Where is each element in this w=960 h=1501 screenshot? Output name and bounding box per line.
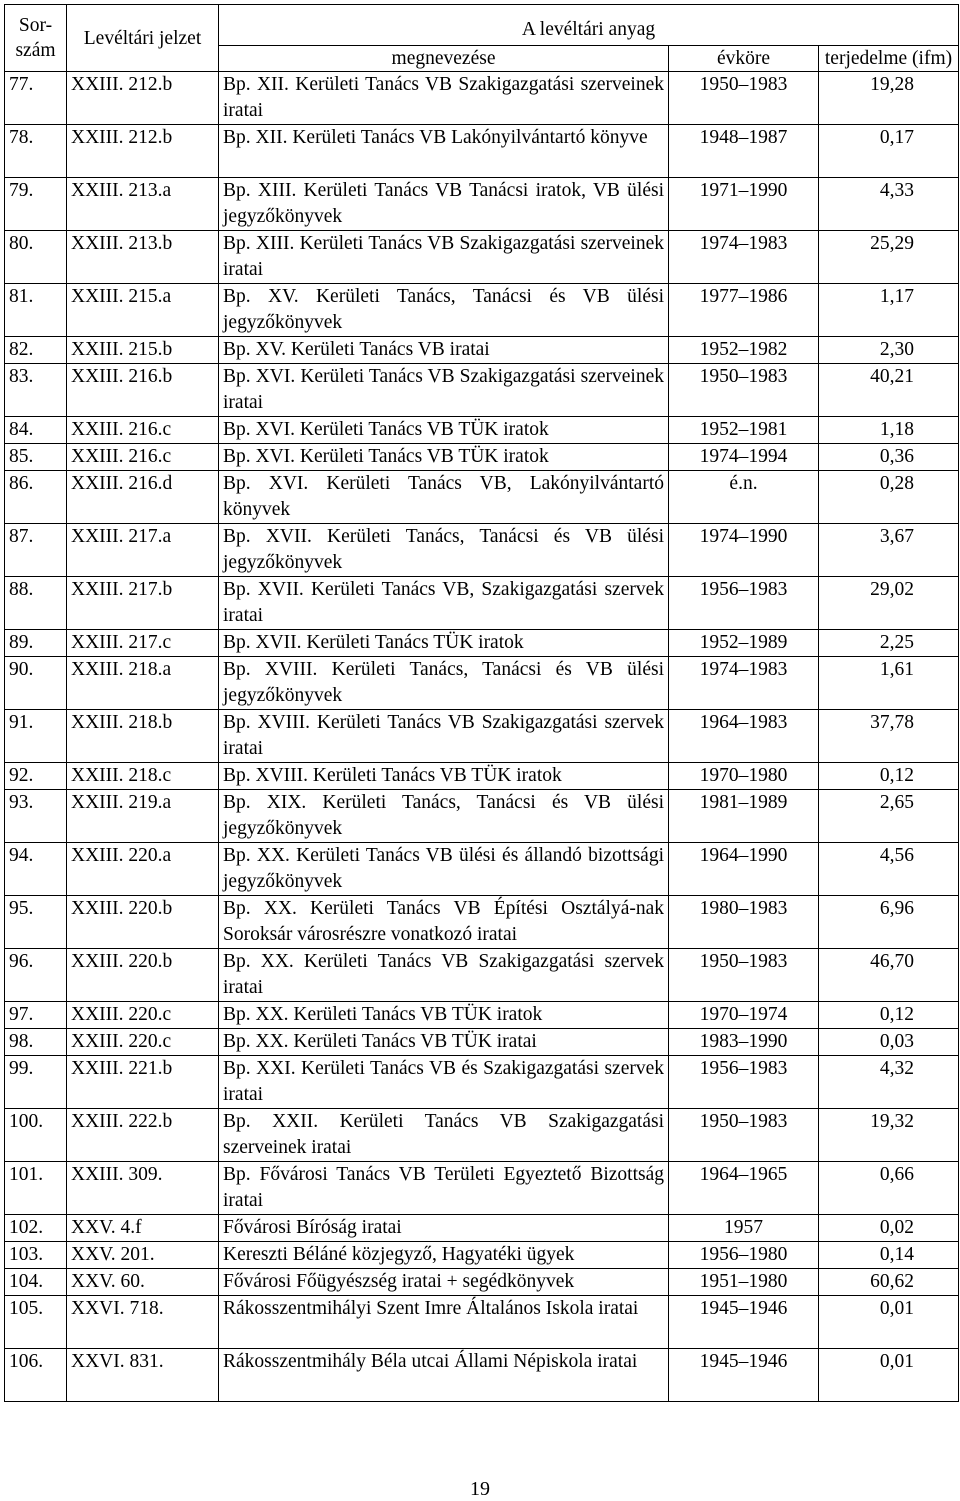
table-body xyxy=(5,72,959,1402)
cell-extent: 0,02 xyxy=(819,1215,959,1242)
cell-extent: 2,65 xyxy=(819,790,959,843)
cell-extent: 0,28 xyxy=(819,471,959,524)
cell-name: Bp. XVII. Kerületi Tanács TÜK iratok xyxy=(219,630,669,657)
cell-archive-signature: XXIII. 216.c xyxy=(67,417,219,444)
cell-seq-number: 87. xyxy=(5,524,67,577)
cell-years: 1974–1990 xyxy=(669,524,819,577)
cell-years: 1974–1994 xyxy=(669,444,819,471)
cell-archive-signature: XXIII. 217.a xyxy=(67,524,219,577)
cell-name: Bp. XX. Kerületi Tanács VB TÜK iratai xyxy=(219,1029,669,1056)
header-seq-number: Sor-szám xyxy=(5,5,67,72)
cell-years: 1957 xyxy=(669,1215,819,1242)
cell-name: Bp. XXI. Kerületi Tanács VB és Szakigazgatási szervek iratai xyxy=(219,1056,669,1109)
cell-archive-signature: XXIII. 215.a xyxy=(67,284,219,337)
cell-years: 1950–1983 xyxy=(669,1109,819,1162)
cell-extent: 0,01 xyxy=(819,1296,959,1349)
cell-archive-signature: XXIII. 217.b xyxy=(67,577,219,630)
cell-extent: 0,03 xyxy=(819,1029,959,1056)
cell-name: Fővárosi Bíróság iratai xyxy=(219,1215,669,1242)
cell-seq-number: 103. xyxy=(5,1242,67,1269)
cell-seq-number: 93. xyxy=(5,790,67,843)
cell-name: Bp. XX. Kerületi Tanács VB TÜK iratok xyxy=(219,1002,669,1029)
cell-seq-number: 79. xyxy=(5,178,67,231)
cell-extent: 37,78 xyxy=(819,710,959,763)
cell-name: Fővárosi Főügyészség iratai + segédkönyvek xyxy=(219,1269,669,1296)
table-row xyxy=(5,630,959,657)
cell-name: Bp. XIII. Kerületi Tanács VB Szakigazgatási szerveinek iratai xyxy=(219,231,669,284)
table-row xyxy=(5,1162,959,1215)
cell-archive-signature: XXIII. 220.b xyxy=(67,896,219,949)
cell-seq-number: 82. xyxy=(5,337,67,364)
cell-name: Bp. XVI. Kerületi Tanács VB, Lakónyilvántartó könyvek xyxy=(219,471,669,524)
cell-seq-number: 80. xyxy=(5,231,67,284)
cell-years: 1980–1983 xyxy=(669,896,819,949)
cell-years: 1970–1980 xyxy=(669,763,819,790)
cell-extent: 0,17 xyxy=(819,125,959,178)
cell-seq-number: 100. xyxy=(5,1109,67,1162)
cell-years: 1945–1946 xyxy=(669,1349,819,1402)
cell-name: Bp. XIII. Kerületi Tanács VB Tanácsi iratok, VB ülési jegyzőkönyvek xyxy=(219,178,669,231)
cell-archive-signature: XXIII. 216.c xyxy=(67,444,219,471)
cell-years: 1956–1980 xyxy=(669,1242,819,1269)
table-row xyxy=(5,72,959,125)
cell-extent: 40,21 xyxy=(819,364,959,417)
cell-name: Bp. XII. Kerületi Tanács VB Lakónyilvántartó könyve xyxy=(219,125,669,178)
cell-years: 1964–1990 xyxy=(669,843,819,896)
cell-seq-number: 95. xyxy=(5,896,67,949)
cell-name: Bp. XVIII. Kerületi Tanács VB Szakigazgatási szervek iratai xyxy=(219,710,669,763)
cell-extent: 60,62 xyxy=(819,1269,959,1296)
cell-extent: 0,36 xyxy=(819,444,959,471)
header-extent: terjedelme (ifm) xyxy=(819,46,959,72)
cell-archive-signature: XXIII. 309. xyxy=(67,1162,219,1215)
cell-name: Rákosszentmihályi Szent Imre Általános Iskola iratai xyxy=(219,1296,669,1349)
header-archive-signature: Levéltári jelzet xyxy=(67,5,219,72)
cell-seq-number: 89. xyxy=(5,630,67,657)
table-row xyxy=(5,284,959,337)
cell-archive-signature: XXIII. 212.b xyxy=(67,125,219,178)
cell-seq-number: 92. xyxy=(5,763,67,790)
table-row xyxy=(5,790,959,843)
cell-archive-signature: XXV. 201. xyxy=(67,1242,219,1269)
table-row xyxy=(5,471,959,524)
cell-extent: 2,25 xyxy=(819,630,959,657)
table-row xyxy=(5,1002,959,1029)
cell-archive-signature: XXIII. 220.c xyxy=(67,1029,219,1056)
cell-years: 1952–1982 xyxy=(669,337,819,364)
cell-extent: 29,02 xyxy=(819,577,959,630)
cell-archive-signature: XXIII. 220.b xyxy=(67,949,219,1002)
cell-name: Bp. Fővárosi Tanács VB Területi Egyeztető Bizottság iratai xyxy=(219,1162,669,1215)
cell-extent: 4,56 xyxy=(819,843,959,896)
cell-extent: 4,33 xyxy=(819,178,959,231)
cell-years: é.n. xyxy=(669,471,819,524)
cell-name: Bp. XVII. Kerületi Tanács, Tanácsi és VB ülési jegyzőkönyvek xyxy=(219,524,669,577)
table-row xyxy=(5,1269,959,1296)
cell-seq-number: 102. xyxy=(5,1215,67,1242)
cell-years: 1952–1981 xyxy=(669,417,819,444)
cell-seq-number: 84. xyxy=(5,417,67,444)
table-row xyxy=(5,231,959,284)
cell-extent: 19,32 xyxy=(819,1109,959,1162)
cell-archive-signature: XXIII. 218.b xyxy=(67,710,219,763)
table-row xyxy=(5,125,959,178)
cell-seq-number: 90. xyxy=(5,657,67,710)
cell-archive-signature: XXVI. 718. xyxy=(67,1296,219,1349)
cell-seq-number: 77. xyxy=(5,72,67,125)
cell-extent: 2,30 xyxy=(819,337,959,364)
cell-extent: 0,66 xyxy=(819,1162,959,1215)
cell-years: 1964–1983 xyxy=(669,710,819,763)
cell-years: 1945–1946 xyxy=(669,1296,819,1349)
cell-years: 1956–1983 xyxy=(669,1056,819,1109)
cell-seq-number: 78. xyxy=(5,125,67,178)
table-row xyxy=(5,1296,959,1349)
header-name: megnevezése xyxy=(219,46,669,72)
table-row xyxy=(5,710,959,763)
table-row xyxy=(5,577,959,630)
cell-name: Bp. XIX. Kerületi Tanács, Tanácsi és VB ülési jegyzőkönyvek xyxy=(219,790,669,843)
cell-seq-number: 86. xyxy=(5,471,67,524)
cell-seq-number: 83. xyxy=(5,364,67,417)
cell-seq-number: 105. xyxy=(5,1296,67,1349)
header-archive-material: A levéltári anyag xyxy=(219,5,959,46)
table-row xyxy=(5,1242,959,1269)
table-row xyxy=(5,1109,959,1162)
cell-years: 1950–1983 xyxy=(669,72,819,125)
cell-extent: 3,67 xyxy=(819,524,959,577)
cell-years: 1964–1965 xyxy=(669,1162,819,1215)
cell-extent: 6,96 xyxy=(819,896,959,949)
table-row xyxy=(5,417,959,444)
table-row xyxy=(5,1029,959,1056)
table-row xyxy=(5,657,959,710)
archive-inventory-table xyxy=(4,4,959,1402)
table-row xyxy=(5,763,959,790)
table-row xyxy=(5,1056,959,1109)
cell-name: Bp. XX. Kerületi Tanács VB Szakigazgatási szervek iratai xyxy=(219,949,669,1002)
cell-seq-number: 81. xyxy=(5,284,67,337)
cell-archive-signature: XXIII. 213.a xyxy=(67,178,219,231)
header-years: évköre xyxy=(669,46,819,72)
cell-extent: 0,14 xyxy=(819,1242,959,1269)
cell-seq-number: 106. xyxy=(5,1349,67,1402)
cell-years: 1977–1986 xyxy=(669,284,819,337)
cell-extent: 4,32 xyxy=(819,1056,959,1109)
cell-seq-number: 99. xyxy=(5,1056,67,1109)
table-row xyxy=(5,524,959,577)
cell-years: 1951–1980 xyxy=(669,1269,819,1296)
cell-seq-number: 104. xyxy=(5,1269,67,1296)
cell-name: Kereszti Béláné közjegyző, Hagyatéki ügyek xyxy=(219,1242,669,1269)
cell-seq-number: 88. xyxy=(5,577,67,630)
cell-extent: 0,01 xyxy=(819,1349,959,1402)
cell-extent: 19,28 xyxy=(819,72,959,125)
table-row xyxy=(5,843,959,896)
cell-years: 1983–1990 xyxy=(669,1029,819,1056)
cell-extent: 25,29 xyxy=(819,231,959,284)
cell-name: Bp. XVIII. Kerületi Tanács VB TÜK iratok xyxy=(219,763,669,790)
cell-name: Bp. XVI. Kerületi Tanács VB Szakigazgatási szerveinek iratai xyxy=(219,364,669,417)
cell-archive-signature: XXIII. 222.b xyxy=(67,1109,219,1162)
cell-years: 1948–1987 xyxy=(669,125,819,178)
cell-extent: 46,70 xyxy=(819,949,959,1002)
page-number: 19 xyxy=(470,1478,490,1500)
cell-seq-number: 98. xyxy=(5,1029,67,1056)
table-row xyxy=(5,1349,959,1402)
cell-archive-signature: XXIII. 220.c xyxy=(67,1002,219,1029)
table-row xyxy=(5,1215,959,1242)
cell-seq-number: 91. xyxy=(5,710,67,763)
cell-name: Bp. XXII. Kerületi Tanács VB Szakigazgatási szerveinek iratai xyxy=(219,1109,669,1162)
cell-years: 1950–1983 xyxy=(669,364,819,417)
cell-name: Bp. XVII. Kerületi Tanács VB, Szakigazgatási szervek iratai xyxy=(219,577,669,630)
cell-archive-signature: XXIII. 216.d xyxy=(67,471,219,524)
cell-years: 1971–1990 xyxy=(669,178,819,231)
cell-name: Bp. XX. Kerületi Tanács VB Építési Osztályá-nak Soroksár városrészre vonatkozó iratai xyxy=(219,896,669,949)
cell-archive-signature: XXIII. 220.a xyxy=(67,843,219,896)
cell-archive-signature: XXV. 60. xyxy=(67,1269,219,1296)
cell-archive-signature: XXVI. 831. xyxy=(67,1349,219,1402)
cell-name: Bp. XII. Kerületi Tanács VB Szakigazgatási szerveinek iratai xyxy=(219,72,669,125)
table-row xyxy=(5,444,959,471)
cell-extent: 1,18 xyxy=(819,417,959,444)
cell-archive-signature: XXIII. 219.a xyxy=(67,790,219,843)
cell-years: 1952–1989 xyxy=(669,630,819,657)
cell-archive-signature: XXIII. 218.a xyxy=(67,657,219,710)
cell-seq-number: 85. xyxy=(5,444,67,471)
cell-extent: 0,12 xyxy=(819,763,959,790)
table-row xyxy=(5,949,959,1002)
cell-archive-signature: XXIII. 213.b xyxy=(67,231,219,284)
cell-archive-signature: XXIII. 217.c xyxy=(67,630,219,657)
cell-years: 1950–1983 xyxy=(669,949,819,1002)
cell-years: 1956–1983 xyxy=(669,577,819,630)
table-row xyxy=(5,896,959,949)
cell-seq-number: 94. xyxy=(5,843,67,896)
cell-name: Bp. XX. Kerületi Tanács VB ülési és állandó bizottsági jegyzőkönyvek xyxy=(219,843,669,896)
cell-extent: 0,12 xyxy=(819,1002,959,1029)
cell-seq-number: 96. xyxy=(5,949,67,1002)
cell-archive-signature: XXIII. 218.c xyxy=(67,763,219,790)
cell-years: 1974–1983 xyxy=(669,231,819,284)
cell-archive-signature: XXV. 4.f xyxy=(67,1215,219,1242)
cell-name: Rákosszentmihály Béla utcai Állami Népiskola iratai xyxy=(219,1349,669,1402)
cell-archive-signature: XXIII. 212.b xyxy=(67,72,219,125)
cell-seq-number: 97. xyxy=(5,1002,67,1029)
cell-years: 1974–1983 xyxy=(669,657,819,710)
cell-archive-signature: XXIII. 215.b xyxy=(67,337,219,364)
cell-years: 1970–1974 xyxy=(669,1002,819,1029)
cell-extent: 1,61 xyxy=(819,657,959,710)
cell-name: Bp. XV. Kerületi Tanács VB iratai xyxy=(219,337,669,364)
cell-extent: 1,17 xyxy=(819,284,959,337)
table-row xyxy=(5,178,959,231)
cell-name: Bp. XVIII. Kerületi Tanács, Tanácsi és VB ülési jegyzőkönyvek xyxy=(219,657,669,710)
table-row xyxy=(5,337,959,364)
cell-name: Bp. XVI. Kerületi Tanács VB TÜK iratok xyxy=(219,444,669,471)
cell-archive-signature: XXIII. 221.b xyxy=(67,1056,219,1109)
cell-name: Bp. XV. Kerületi Tanács, Tanácsi és VB ülési jegyzőkönyvek xyxy=(219,284,669,337)
cell-years: 1981–1989 xyxy=(669,790,819,843)
cell-archive-signature: XXIII. 216.b xyxy=(67,364,219,417)
cell-name: Bp. XVI. Kerületi Tanács VB TÜK iratok xyxy=(219,417,669,444)
table-row xyxy=(5,364,959,417)
cell-seq-number: 101. xyxy=(5,1162,67,1215)
